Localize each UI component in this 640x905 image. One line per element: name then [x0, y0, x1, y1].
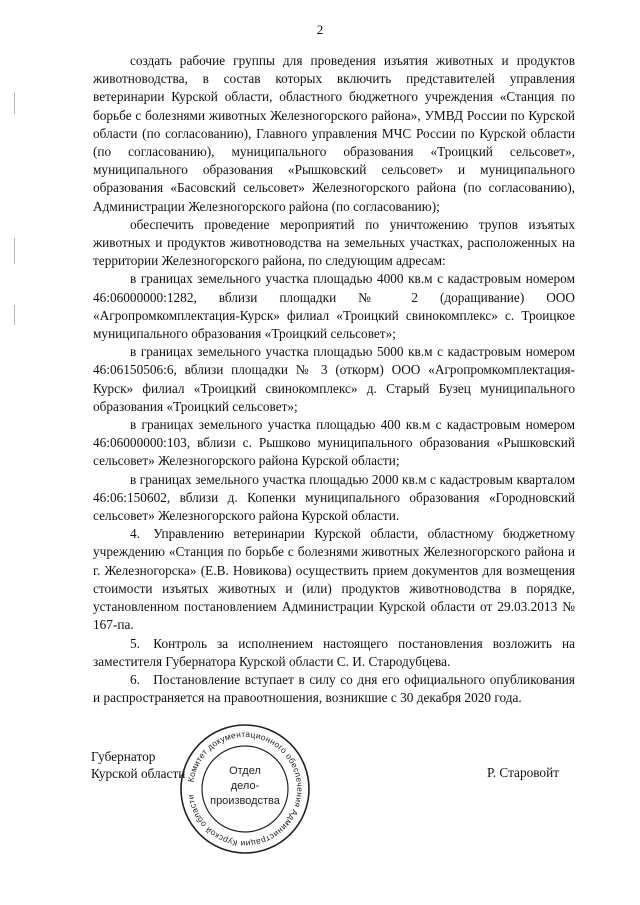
signatory-title-line2: Курской области	[91, 766, 186, 781]
paragraph-item-6: 6. Постановление вступает в силу со дня его официального опубликования и распространяется на правоотношения, возникшие с 30 декабря 2020 года.	[93, 671, 575, 706]
paragraph-item-5: 5. Контроль за исполнением настоящего постановления возложить на заместителя Губернатора Курской области С. И. Стародубцева.	[93, 635, 575, 669]
signatory-title-line1: Губернатор	[91, 749, 156, 764]
stamp-ring-text: Комитет документационного обеспечения Администрации Курской области	[185, 728, 306, 850]
stamp-center-line2: дело-	[230, 780, 260, 792]
stamp-center-line1: Отдел	[229, 765, 261, 777]
margin-mark	[14, 92, 15, 114]
margin-mark	[14, 305, 15, 325]
signatory-title	[91, 748, 185, 782]
office-stamp	[178, 722, 312, 856]
paragraph-site-1: в границах земельного участка площадью 4000 кв.м с кадастровым номером 46:06000000:1282, вблизи площадки № 2 (доращивание) ООО «Агропромкомплектация-Курск» филиал «Троицкий свинокомплекс» с. Троицкое муниципального образования «Троицкий сельсовет»;	[93, 271, 575, 342]
paragraph-site-4: в границах земельного участка площадью 2000 кв.м с кадастровым кварталом 46:06:150602, вблизи д. Копенки муниципального образования «Городновский сельсовет» Железногорского района Курской области.	[93, 471, 575, 524]
paragraph-item-4: 4. Управлению ветеринарии Курской области, областному бюджетному учреждению «Станция по борьбе с болезнями животных Железногорского района и г. Железногорска» (Е.В. Новикова) осуществить прием документов для возмещения стоимости изъятых животных и (или) продуктов животноводства в порядке, установленном постановлением Администрации Курской области от 29.03.2013 № 167-па.	[93, 526, 575, 633]
paragraph-site-3: в границах земельного участка площадью 400 кв.м с кадастровым номером 46:06000000:103, вблизи с. Рышково муниципального образования «Рышковский сельсовет» Железногорского района Курской области;	[93, 417, 575, 469]
paragraph-site-2: в границах земельного участка площадью 5000 кв.м с кадастровым номером 46:06150506:6, вблизи площадки № 3 (откорм) ООО «Агропромкомплектация-Курск» филиал «Троицкий свинокомплекс» д. Старый Бузец муниципального образования «Троицкий сельсовет»;	[93, 344, 575, 414]
paragraph-working-groups: создать рабочие группы для проведения изъятия животных и продуктов животноводства, в состав которых включить представителей управления ветеринарии Курской области, областного бюджетного учреждения «Станция по борьбе с болезнями животных Железногорского района», УМВД России по Курской области (по согласованию), Главного управления МЧС России по Курской области (по согласованию), муниципального образования «Троицкий сельсовет», муниципального образования «Рышковский сельсовет» и муниципального образования «Басовский сельсовет» Железногорского района (по согласованию), Администрации Железногорского района (по согласованию);	[93, 53, 575, 214]
signatory-name: Р. Старовойт	[487, 765, 560, 780]
document-body	[93, 52, 575, 707]
paragraph-disposal-measures: обеспечить проведение мероприятий по уничтожению трупов изъятых животных и продуктов животноводства на земельных участках, расположенных на территории Железногорского района, по следующим адресам:	[93, 216, 575, 269]
stamp-center-line3: производства	[210, 795, 280, 807]
margin-mark	[14, 238, 15, 264]
page-number: 2	[316, 22, 324, 37]
